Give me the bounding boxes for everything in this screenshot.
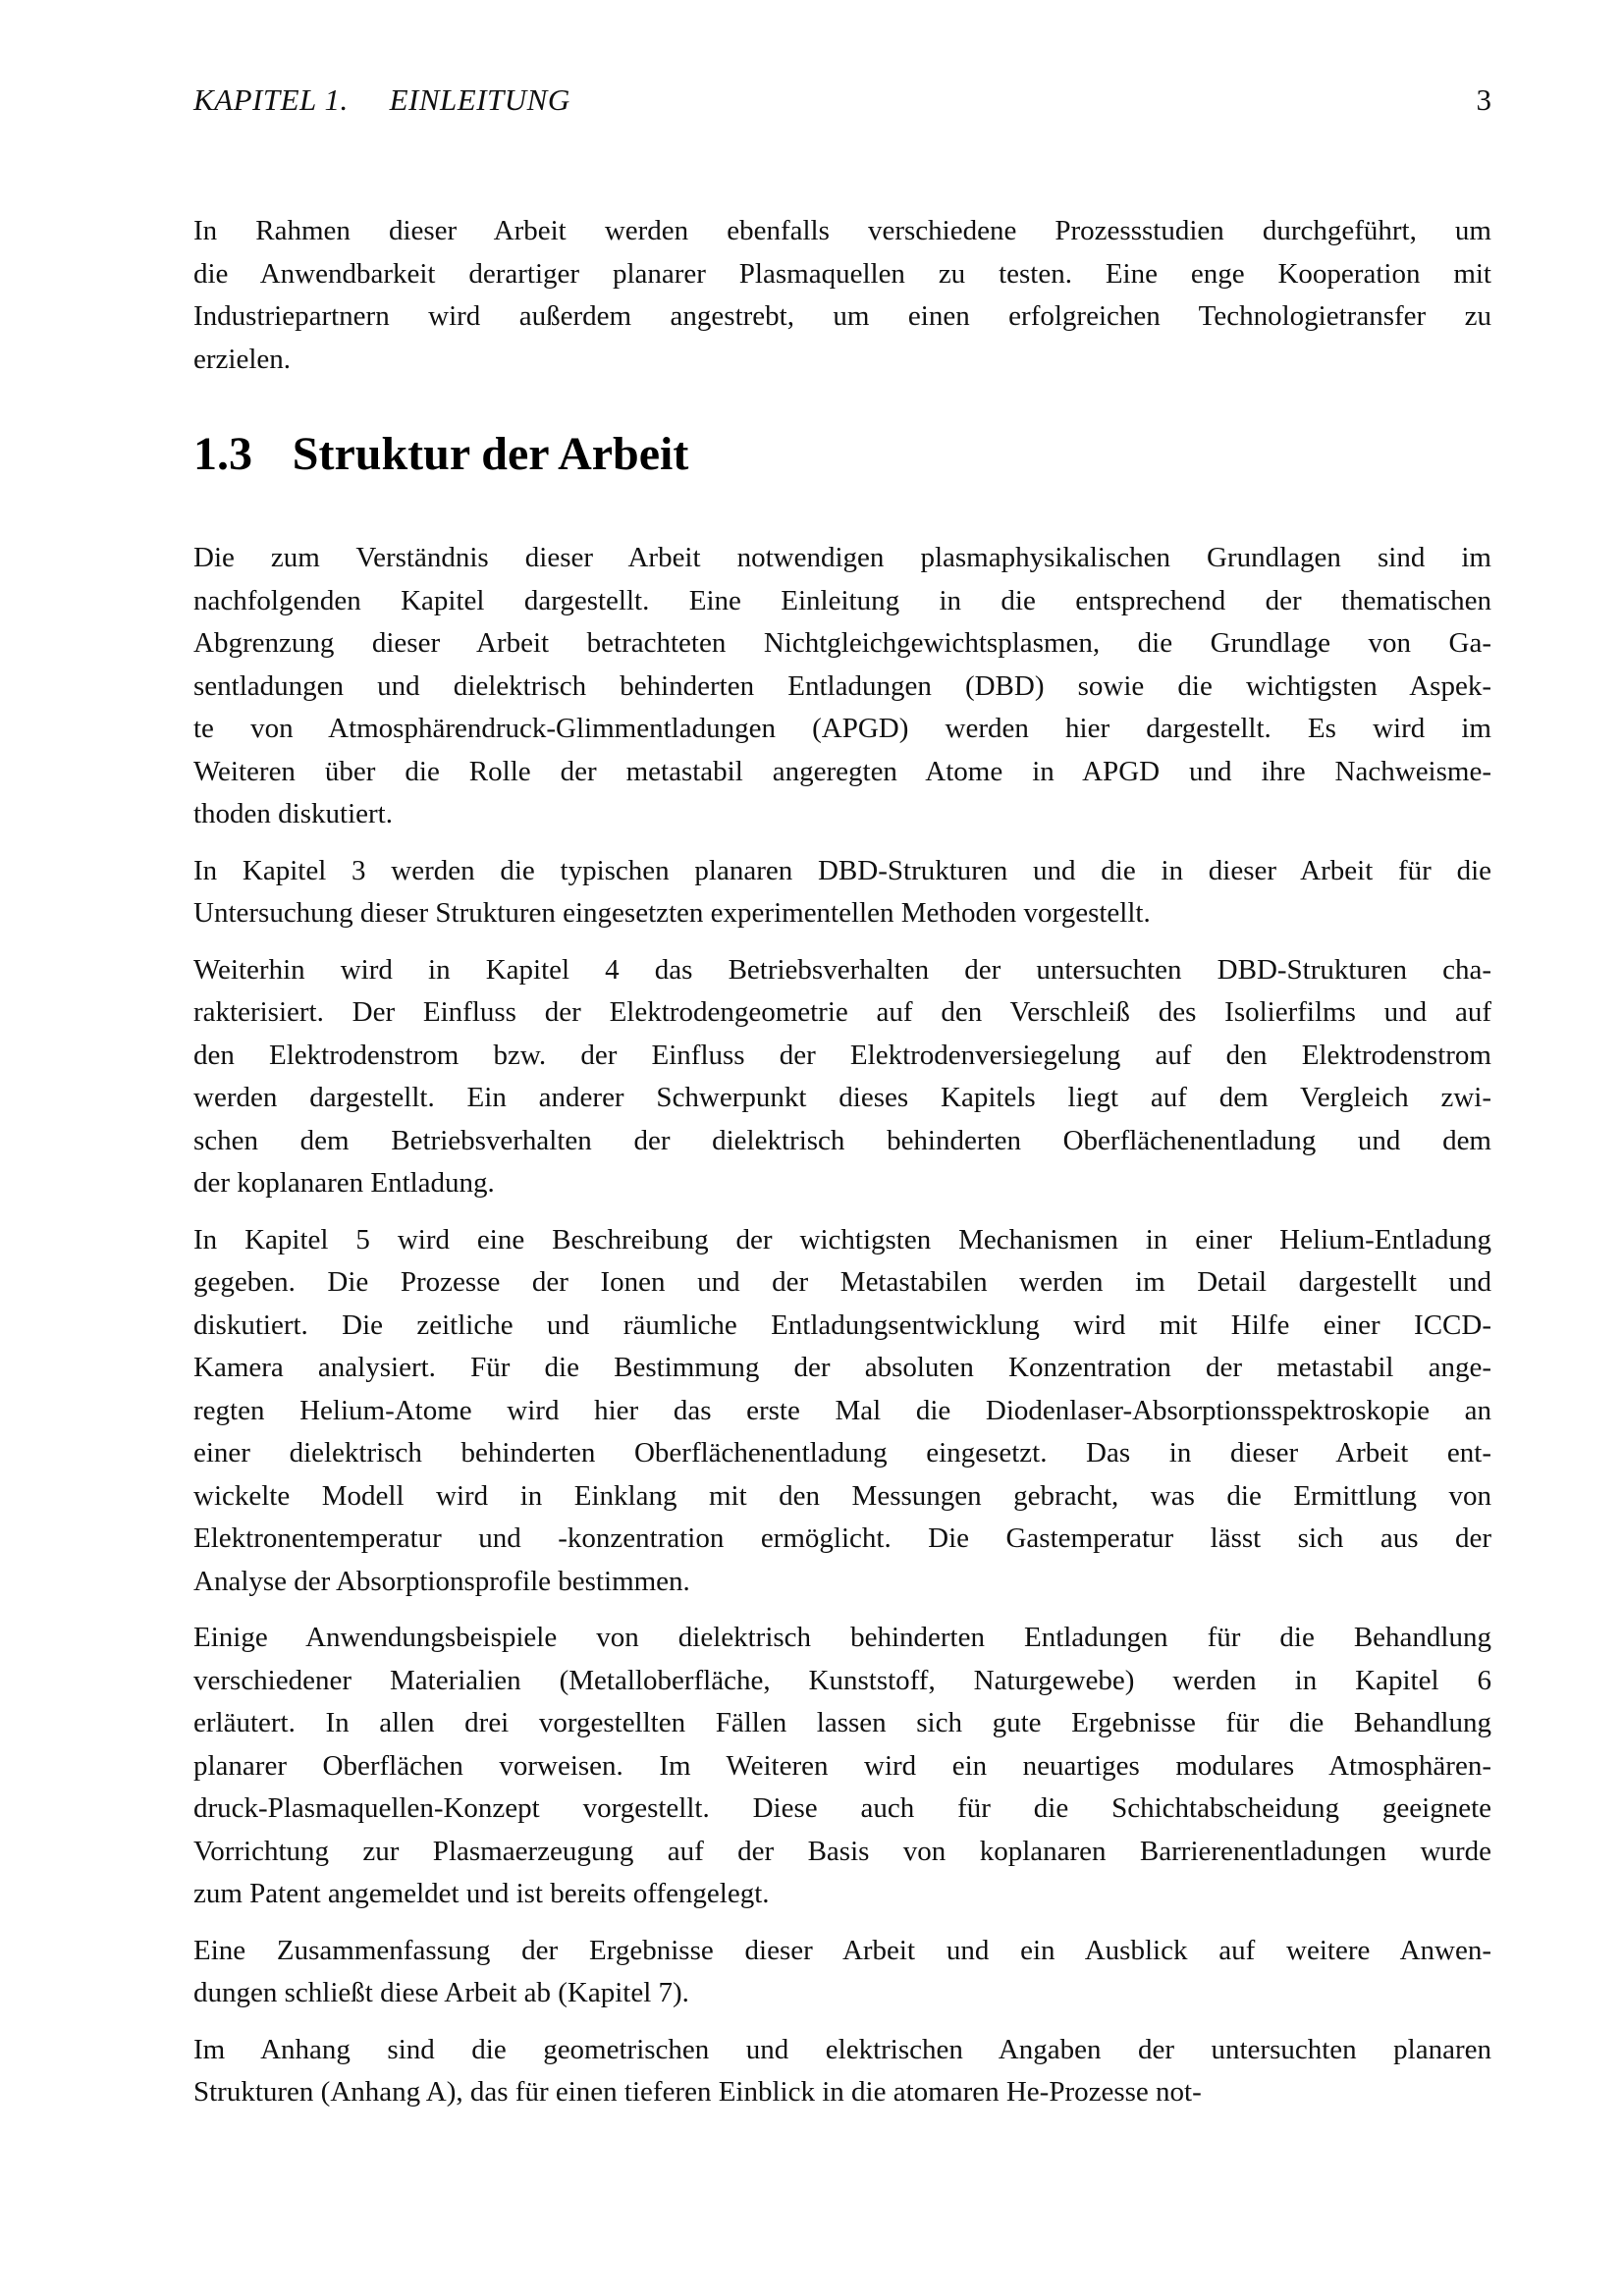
paragraph-kapitel-3 bbox=[193, 850, 1491, 935]
text-line: diskutiert. Die zeitliche und räumliche Entladungsentwicklung wird mit Hilfe einer ICCD- bbox=[193, 1308, 1491, 1341]
text-line: den Elektrodenstrom bzw. der Einfluss der Elektrodenversiegelung auf den Elektrodenstrom bbox=[193, 1039, 1491, 1071]
text-line: Kamera analysiert. Für die Bestimmung der absoluten Konzentration der metastabil ange- bbox=[193, 1352, 1491, 1383]
chapter-label: KAPITEL 1. bbox=[193, 82, 349, 117]
paragraph-intro bbox=[193, 210, 1491, 381]
text-line: In Rahmen dieser Arbeit werden ebenfalls verschiedene Prozessstudien durchgeführt, um bbox=[193, 215, 1491, 246]
text-line: der koplanaren Entladung. bbox=[193, 1167, 495, 1199]
paragraph-kapitel-6 bbox=[193, 1617, 1491, 1916]
text-line: te von Atmosphärendruck-Glimmentladungen (APGD) werden hier dargestellt. Es wird im bbox=[193, 713, 1491, 744]
text-line: In Kapitel 5 wird eine Beschreibung der wichtigsten Mechanismen in einer Helium-Entladung bbox=[193, 1223, 1491, 1255]
text-line: Einige Anwendungsbeispiele von dielektrisch behinderten Entladungen für die Behandlung bbox=[193, 1622, 1491, 1653]
text-line: einer dielektrisch behinderten Oberflächenentladung eingesetzt. Das in dieser Arbeit ent- bbox=[193, 1437, 1491, 1468]
text-line: Analyse der Absorptionsprofile bestimmen. bbox=[193, 1565, 690, 1597]
section-heading bbox=[193, 428, 1491, 480]
document-body bbox=[193, 210, 1491, 2128]
text-line: Weiterhin wird in Kapitel 4 das Betriebsverhalten der untersuchten DBD-Strukturen cha- bbox=[193, 953, 1491, 986]
running-header bbox=[193, 82, 1491, 118]
text-line: die Anwendbarkeit derartiger planarer Plasmaquellen zu testen. Eine enge Kooperation mit bbox=[193, 257, 1491, 290]
text-line: regten Helium-Atome wird hier das erste Mal die Diodenlaser-Absorptionsspektroskopie an bbox=[193, 1394, 1491, 1426]
text-line: erläutert. In allen drei vorgestellten Fällen lassen sich gute Ergebnisse für die Behandlung bbox=[193, 1707, 1491, 1738]
text-line: sentladungen und dielektrisch behinderten Entladungen (DBD) sowie die wichtigsten Aspek- bbox=[193, 669, 1491, 702]
paragraph-kapitel-4 bbox=[193, 949, 1491, 1205]
text-line: gegeben. Die Prozesse der Ionen und der Metastabilen werden im Detail dargestellt und bbox=[193, 1266, 1491, 1298]
text-line: wickelte Modell wird in Einklang mit den Messungen gebracht, was die Ermittlung von bbox=[193, 1479, 1491, 1512]
paragraph-kapitel-5 bbox=[193, 1219, 1491, 1604]
text-line: zum Patent angemeldet und ist bereits offengelegt. bbox=[193, 1878, 770, 1909]
paragraph-anhang bbox=[193, 2029, 1491, 2114]
text-line: Eine Zusammenfassung der Ergebnisse dieser Arbeit und ein Ausblick auf weitere Anwen- bbox=[193, 1934, 1491, 1966]
text-line: verschiedener Materialien (Metalloberfläche, Kunststoff, Naturgewebe) werden in Kapitel 6 bbox=[193, 1664, 1491, 1696]
text-line: werden dargestellt. Ein anderer Schwerpunkt dieses Kapitels liegt auf dem Vergleich zwi- bbox=[193, 1082, 1491, 1113]
text-line: schen dem Betriebsverhalten der dielektrisch behinderten Oberflächenentladung und dem bbox=[193, 1124, 1491, 1156]
text-line: thoden diskutiert. bbox=[193, 798, 393, 829]
chapter-title: EINLEITUNG bbox=[389, 82, 570, 117]
text-line: erzielen. bbox=[193, 343, 292, 375]
text-line: Im Anhang sind die geometrischen und elektrischen Angaben der untersuchten planaren bbox=[193, 2033, 1491, 2065]
text-line: Industriepartnern wird außerdem angestrebt, um einen erfolgreichen Technologietransfer zu bbox=[193, 300, 1491, 332]
section-title: Struktur der Arbeit bbox=[292, 428, 689, 480]
text-line: Untersuchung dieser Strukturen eingesetzten experimentellen Methoden vorgestellt. bbox=[193, 897, 1151, 929]
text-line: dungen schließt diese Arbeit ab (Kapitel 7). bbox=[193, 1977, 689, 2008]
text-line: nachfolgenden Kapitel dargestellt. Eine Einleitung in die entsprechend der thematischen bbox=[193, 584, 1491, 616]
text-line: Weiteren über die Rolle der metastabil angeregten Atome in APGD und ihre Nachweisme- bbox=[193, 755, 1491, 787]
text-line: planarer Oberflächen vorweisen. Im Weiteren wird ein neuartiges modulares Atmosphären- bbox=[193, 1749, 1491, 1782]
text-line: druck-Plasmaquellen-Konzept vorgestellt. Diese auch für die Schichtabscheidung geeignete bbox=[193, 1792, 1491, 1824]
text-line: Abgrenzung dieser Arbeit betrachteten Nichtgleichgewichtsplasmen, die Grundlage von Ga- bbox=[193, 627, 1491, 659]
text-line: Strukturen (Anhang A), das für einen tieferen Einblick in die atomaren He-Prozesse not- bbox=[193, 2076, 1202, 2108]
text-line: In Kapitel 3 werden die typischen planaren DBD-Strukturen und die in dieser Arbeit für die bbox=[193, 854, 1491, 886]
chapter-header bbox=[193, 82, 570, 118]
text-line: Die zum Verständnis dieser Arbeit notwendigen plasmaphysikalischen Grundlagen sind im bbox=[193, 542, 1491, 573]
text-line: Elektronentemperatur und -konzentration ermöglicht. Die Gastemperatur lässt sich aus der bbox=[193, 1522, 1491, 1554]
paragraph-grundlagen bbox=[193, 537, 1491, 836]
section-number: 1.3 bbox=[193, 428, 252, 480]
page-number: 3 bbox=[1476, 82, 1491, 117]
text-line: rakterisiert. Der Einfluss der Elektrodengeometrie auf den Verschleiß des Isolierfilms und auf bbox=[193, 996, 1491, 1028]
paragraph-zusammenfassung bbox=[193, 1930, 1491, 2015]
text-line: Vorrichtung zur Plasmaerzeugung auf der Basis von koplanaren Barrierenentladungen wurde bbox=[193, 1835, 1491, 1867]
